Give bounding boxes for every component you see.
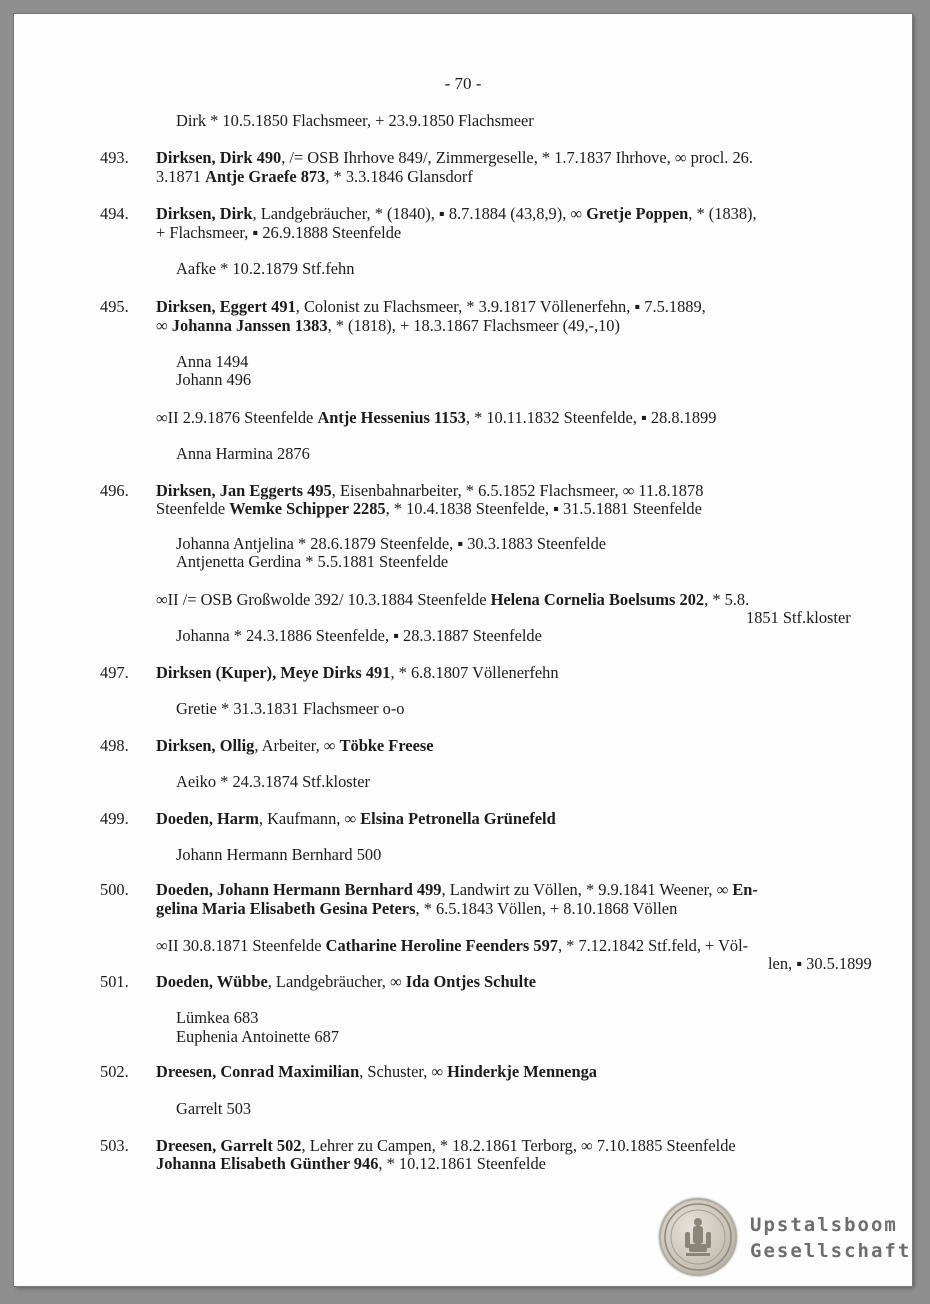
entry-line xyxy=(156,297,706,317)
marriage-line-cont xyxy=(768,954,872,974)
entry-line xyxy=(156,809,556,829)
entry-line xyxy=(156,1136,736,1156)
entry-text: Aeiko * 24.3.1874 Stf.kloster xyxy=(176,772,370,791)
entry-text: Lümkea 683 xyxy=(176,1008,259,1027)
child-line xyxy=(176,845,381,865)
child-line xyxy=(176,772,370,792)
entry-text: , Eisenbahnarbeiter, * 6.5.1852 Flachsmeer, ∞ 11.8.1878 xyxy=(331,481,704,500)
person-name: Doeden, Harm xyxy=(156,809,259,828)
marriage-line-cont xyxy=(746,608,851,628)
entry-text: Anna 1494 xyxy=(176,352,249,371)
entry-number: 500. xyxy=(100,880,129,899)
person-name: Johanna Janssen 1383 xyxy=(171,316,328,335)
entry-text: , * 6.8.1807 Völlenerfehn xyxy=(390,663,559,682)
person-name: Hinderkje Mennenga xyxy=(447,1062,597,1081)
person-name: Töbke Freese xyxy=(339,736,434,755)
document-page xyxy=(14,14,912,1286)
entry-line xyxy=(156,663,559,683)
entry-text: , /= OSB Ihrhove 849/, Zimmergeselle, * 1.7.1837 Ihrhove, ∞ procl. 26. xyxy=(281,148,753,167)
entry-line xyxy=(156,880,758,900)
person-name: Wemke Schipper 2285 xyxy=(229,499,386,518)
entry-text: Johann 496 xyxy=(176,370,252,389)
person-name: Dirksen, Dirk xyxy=(156,204,253,223)
person-name: Catharine Heroline Feenders 597 xyxy=(325,936,558,955)
entry-text: , Landwirt zu Völlen, * 9.9.1841 Weener, ∞ xyxy=(441,880,733,899)
person-name: Ida Ontjes Schulte xyxy=(405,972,536,991)
society-seal-logo xyxy=(659,1198,737,1276)
person-name: Antje Graefe 873 xyxy=(205,167,326,186)
entry-text: Euphenia Antoinette 687 xyxy=(176,1027,339,1046)
child-line xyxy=(176,552,448,572)
entry-number: 501. xyxy=(100,972,129,991)
entry-line xyxy=(156,481,703,501)
entry-number: 498. xyxy=(100,736,129,755)
entry-number: 503. xyxy=(100,1136,129,1155)
child-line xyxy=(176,259,354,279)
entry-text: , * 10.4.1838 Steenfelde, ▪ 31.5.1881 Steenfelde xyxy=(385,499,702,518)
person-name: Johanna Elisabeth Günther 946 xyxy=(156,1154,379,1173)
entry-line xyxy=(156,204,757,224)
marriage-line xyxy=(156,408,716,428)
seal-figure-icon xyxy=(659,1198,737,1276)
child-line xyxy=(176,1008,258,1028)
child-line xyxy=(176,699,405,719)
entry-line xyxy=(156,899,677,919)
entry-text: ∞ xyxy=(156,316,172,335)
entry-text: ∞II /= OSB Großwolde 392/ 10.3.1884 Steenfelde xyxy=(156,590,491,609)
person-name: Helena Cornelia Boelsums 202 xyxy=(490,590,705,609)
entry-text: , * 6.5.1843 Völlen, + 8.10.1868 Völlen xyxy=(415,899,678,918)
brand-name-line2: Gesellschaft xyxy=(750,1240,912,1262)
entry-text: Johanna * 24.3.1886 Steenfelde, ▪ 28.3.1887 Steenfelde xyxy=(176,626,542,645)
entry-text: , Lehrer zu Campen, * 18.2.1861 Terborg, ∞ 7.10.1885 Steenfelde xyxy=(301,1136,736,1155)
entry-text: , Arbeiter, ∞ xyxy=(254,736,340,755)
person-name: Dreesen, Garrelt 502 xyxy=(156,1136,302,1155)
entry-text: , Kaufmann, ∞ xyxy=(258,809,361,828)
entry-text: , * (1818), + 18.3.1867 Flachsmeer (49,-,10) xyxy=(327,316,620,335)
entry-text: Anna Harmina 2876 xyxy=(176,444,310,463)
entry-text: , Schuster, ∞ xyxy=(359,1062,448,1081)
entry-number: 502. xyxy=(100,1062,129,1081)
entry-text: ∞II 30.8.1871 Steenfelde xyxy=(156,936,326,955)
person-name: Dirksen (Kuper), Meye Dirks 491 xyxy=(156,663,391,682)
child-line xyxy=(176,1027,339,1047)
entry-line xyxy=(156,167,473,187)
page-number: - 70 - xyxy=(444,74,482,93)
person-name: Dirksen, Eggert 491 xyxy=(156,297,296,316)
marriage-line xyxy=(156,590,749,610)
person-name: Dreesen, Conrad Maximilian xyxy=(156,1062,360,1081)
entry-line xyxy=(156,972,536,992)
entry-text: , Landgebräucher, * (1840), ▪ 8.7.1884 (43,8,9), ∞ xyxy=(252,204,587,223)
person-name: Dirksen, Jan Eggerts 495 xyxy=(156,481,332,500)
entry-text: , * (1838), xyxy=(688,204,757,223)
entry-text: Garrelt 503 xyxy=(176,1099,252,1118)
entry-text: Steenfelde xyxy=(156,499,230,518)
entry-line xyxy=(156,736,434,756)
person-name: Dirksen, Dirk 490 xyxy=(156,148,282,167)
child-line xyxy=(176,444,310,464)
entry-text: len, ▪ 30.5.1899 xyxy=(768,954,872,973)
person-name: Doeden, Wübbe xyxy=(156,972,268,991)
entry-text: , * 10.12.1861 Steenfelde xyxy=(378,1154,546,1173)
person-name: Elsina Petronella Grünefeld xyxy=(360,809,556,828)
entry-line xyxy=(156,499,702,519)
entry-number: 495. xyxy=(100,297,129,316)
entry-line xyxy=(156,1062,597,1082)
entry-text: Gretie * 31.3.1831 Flachsmeer o-o xyxy=(176,699,405,718)
entry-line xyxy=(156,316,620,336)
entry-text: Johanna Antjelina * 28.6.1879 Steenfelde, ▪ 30.3.1883 Steenfelde xyxy=(176,534,607,553)
person-name: Dirksen, Ollig xyxy=(156,736,255,755)
child-line xyxy=(176,370,251,390)
entry-number: 499. xyxy=(100,809,129,828)
entry-text: , Landgebräucher, ∞ xyxy=(267,972,406,991)
child-line xyxy=(176,534,606,554)
person-name: Antje Hessenius 1153 xyxy=(317,408,466,427)
entry-text: , * 7.12.1842 Stf.feld, + Völ- xyxy=(557,936,749,955)
entry-number: 496. xyxy=(100,481,129,500)
entry-number: 497. xyxy=(100,663,129,682)
entry-line xyxy=(156,223,401,243)
entry-text: , Colonist zu Flachsmeer, * 3.9.1817 Völlenerfehn, ▪ 7.5.1889, xyxy=(295,297,706,316)
person-name: gelina Maria Elisabeth Gesina Peters xyxy=(156,899,416,918)
child-line xyxy=(176,352,248,372)
child-line xyxy=(176,1099,251,1119)
person-name: Doeden, Johann Hermann Bernhard 499 xyxy=(156,880,442,899)
entry-text: + Flachsmeer, ▪ 26.9.1888 Steenfelde xyxy=(156,223,402,242)
entry-line xyxy=(176,111,534,131)
person-name: Gretje Poppen xyxy=(586,204,689,223)
entry-text: 3.1871 xyxy=(156,167,206,186)
entry-number: 493. xyxy=(100,148,129,167)
entry-text: , * 5.8. xyxy=(704,590,750,609)
entry-text: Johann Hermann Bernhard 500 xyxy=(176,845,382,864)
brand-name-line1: Upstalsboom xyxy=(750,1214,898,1236)
entry-number: 494. xyxy=(100,204,129,223)
entry-text: 1851 Stf.kloster xyxy=(746,608,851,627)
marriage-line xyxy=(156,936,748,956)
child-line xyxy=(176,626,542,646)
entry-text: Aafke * 10.2.1879 Stf.fehn xyxy=(176,259,355,278)
entry-line xyxy=(156,148,753,168)
entry-text: Dirk * 10.5.1850 Flachsmeer, + 23.9.1850 Flachsmeer xyxy=(176,111,534,130)
entry-text: Antjenetta Gerdina * 5.5.1881 Steenfelde xyxy=(176,552,449,571)
person-name: En- xyxy=(732,880,758,899)
entry-text: , * 3.3.1846 Glansdorf xyxy=(325,167,473,186)
entry-text: , * 10.11.1832 Steenfelde, ▪ 28.8.1899 xyxy=(465,408,717,427)
entry-line xyxy=(156,1154,546,1174)
entry-text: ∞II 2.9.1876 Steenfelde xyxy=(156,408,318,427)
